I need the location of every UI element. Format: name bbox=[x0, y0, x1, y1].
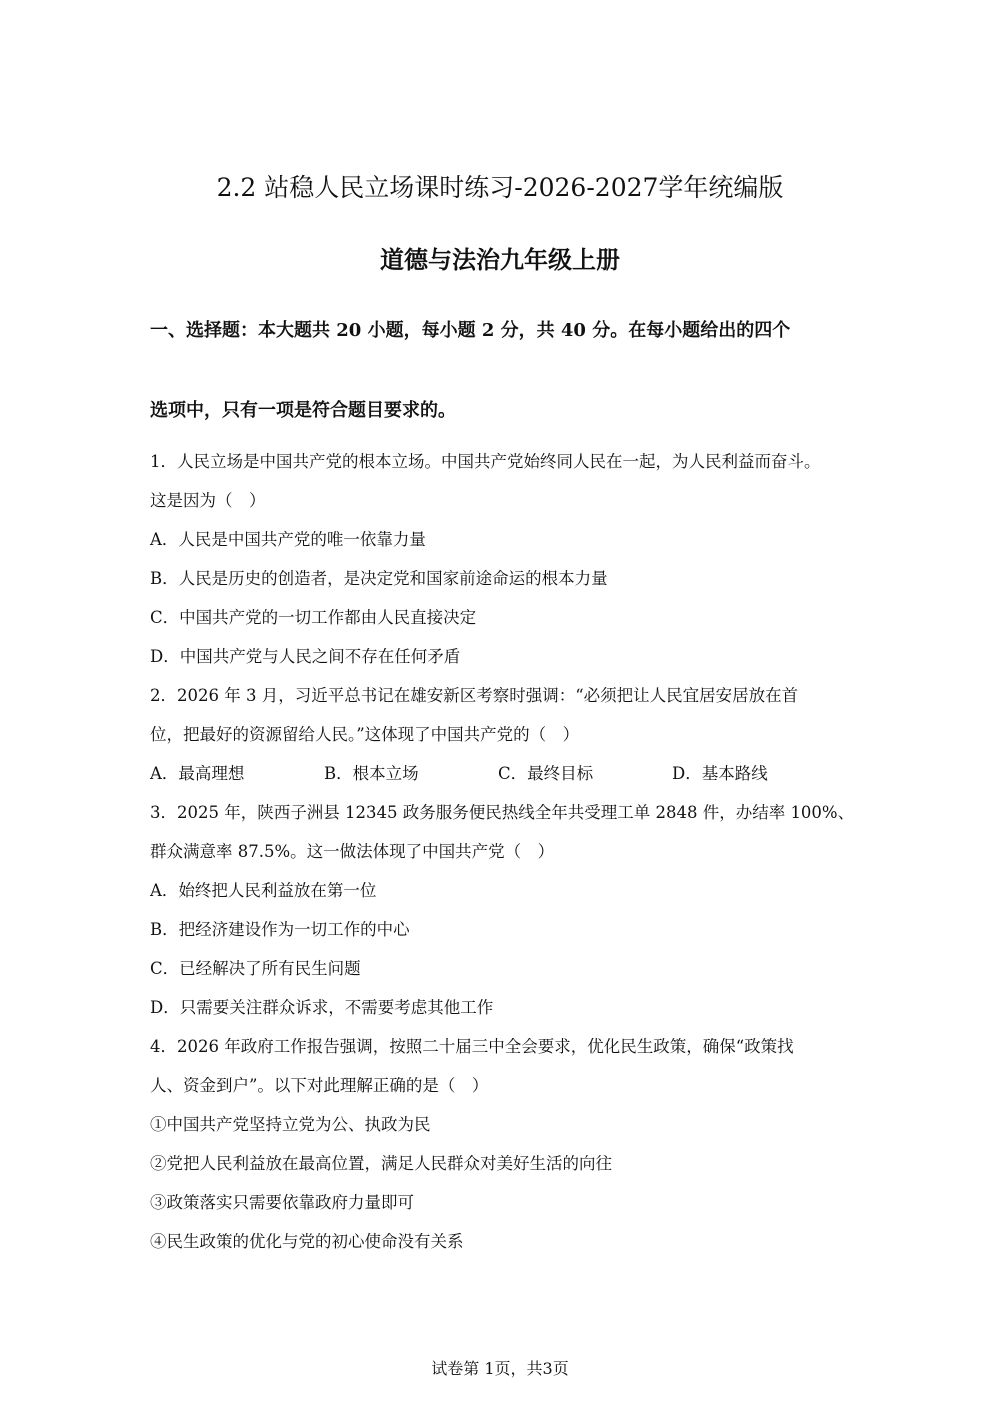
question-4-item-1: ①中国共产党坚持立党为公、执政为民 bbox=[150, 1115, 431, 1134]
question-1-option-b: B．人民是历史的创造者，是决定党和国家前途命运的根本力量 bbox=[150, 569, 608, 588]
document-subtitle: 道德与法治九年级上册 bbox=[380, 245, 620, 274]
question-2-options bbox=[150, 762, 870, 786]
question-2-option-d: D．基本路线 bbox=[672, 764, 768, 783]
question-3-option-d: D．只需要关注群众诉求，不需要考虑其他工作 bbox=[150, 998, 494, 1017]
question-2-stem-cont: 位，把最好的资源留给人民。”这体现了中国共产党的（ ） bbox=[150, 725, 580, 744]
question-4-item-3: ③政策落实只需要依靠政府力量即可 bbox=[150, 1193, 414, 1212]
page-footer: 试卷第 1页，共3页 bbox=[431, 1359, 569, 1378]
question-3-stem-cont: 群众满意率 87.5%。这一做法体现了中国共产党（ ） bbox=[150, 842, 555, 861]
question-3-option-c: C．已经解决了所有民生问题 bbox=[150, 959, 361, 978]
section-heading-line2: 选项中，只有一项是符合题目要求的。 bbox=[150, 400, 456, 421]
document-title: 2.2 站稳人民立场课时练习-2026-2027学年统编版 bbox=[216, 173, 784, 202]
question-2-option-a: A．最高理想 bbox=[150, 764, 245, 783]
question-2-option-c: C．最终目标 bbox=[498, 764, 594, 783]
question-3-option-a: A．始终把人民利益放在第一位 bbox=[150, 881, 377, 900]
section-heading-line1: 一、选择题：本大题共 20 小题，每小题 2 分，共 40 分。在每小题给出的四个 bbox=[150, 320, 791, 341]
question-3-stem: 3．2025 年，陕西子洲县 12345 政务服务便民热线全年共受理工单 2848 件，办结率 100%、 bbox=[150, 803, 855, 822]
question-1-option-a: A．人民是中国共产党的唯一依靠力量 bbox=[150, 530, 426, 549]
question-4-stem-cont: 人、资金到户”。以下对此理解正确的是（ ） bbox=[150, 1076, 489, 1095]
question-3-option-b: B．把经济建设作为一切工作的中心 bbox=[150, 920, 410, 939]
question-4-item-2: ②党把人民利益放在最高位置，满足人民群众对美好生活的向往 bbox=[150, 1154, 612, 1173]
question-1-stem: 1．人民立场是中国共产党的根本立场。中国共产党始终同人民在一起，为人民利益而奋斗。 bbox=[150, 452, 821, 471]
question-4-stem: 4．2026 年政府工作报告强调，按照二十届三中全会要求，优化民生政策，确保“政策找 bbox=[150, 1037, 794, 1056]
question-1-stem-cont: 这是因为（ ） bbox=[150, 491, 266, 510]
question-4-item-4: ④民生政策的优化与党的初心使命没有关系 bbox=[150, 1232, 464, 1251]
question-1-option-c: C．中国共产党的一切工作都由人民直接决定 bbox=[150, 608, 477, 627]
question-1-option-d: D．中国共产党与人民之间不存在任何矛盾 bbox=[150, 647, 461, 666]
question-2-stem: 2．2026 年 3 月，习近平总书记在雄安新区考察时强调：“必须把让人民宜居安居放在首 bbox=[150, 686, 799, 705]
question-2-option-b: B．根本立场 bbox=[324, 764, 419, 783]
